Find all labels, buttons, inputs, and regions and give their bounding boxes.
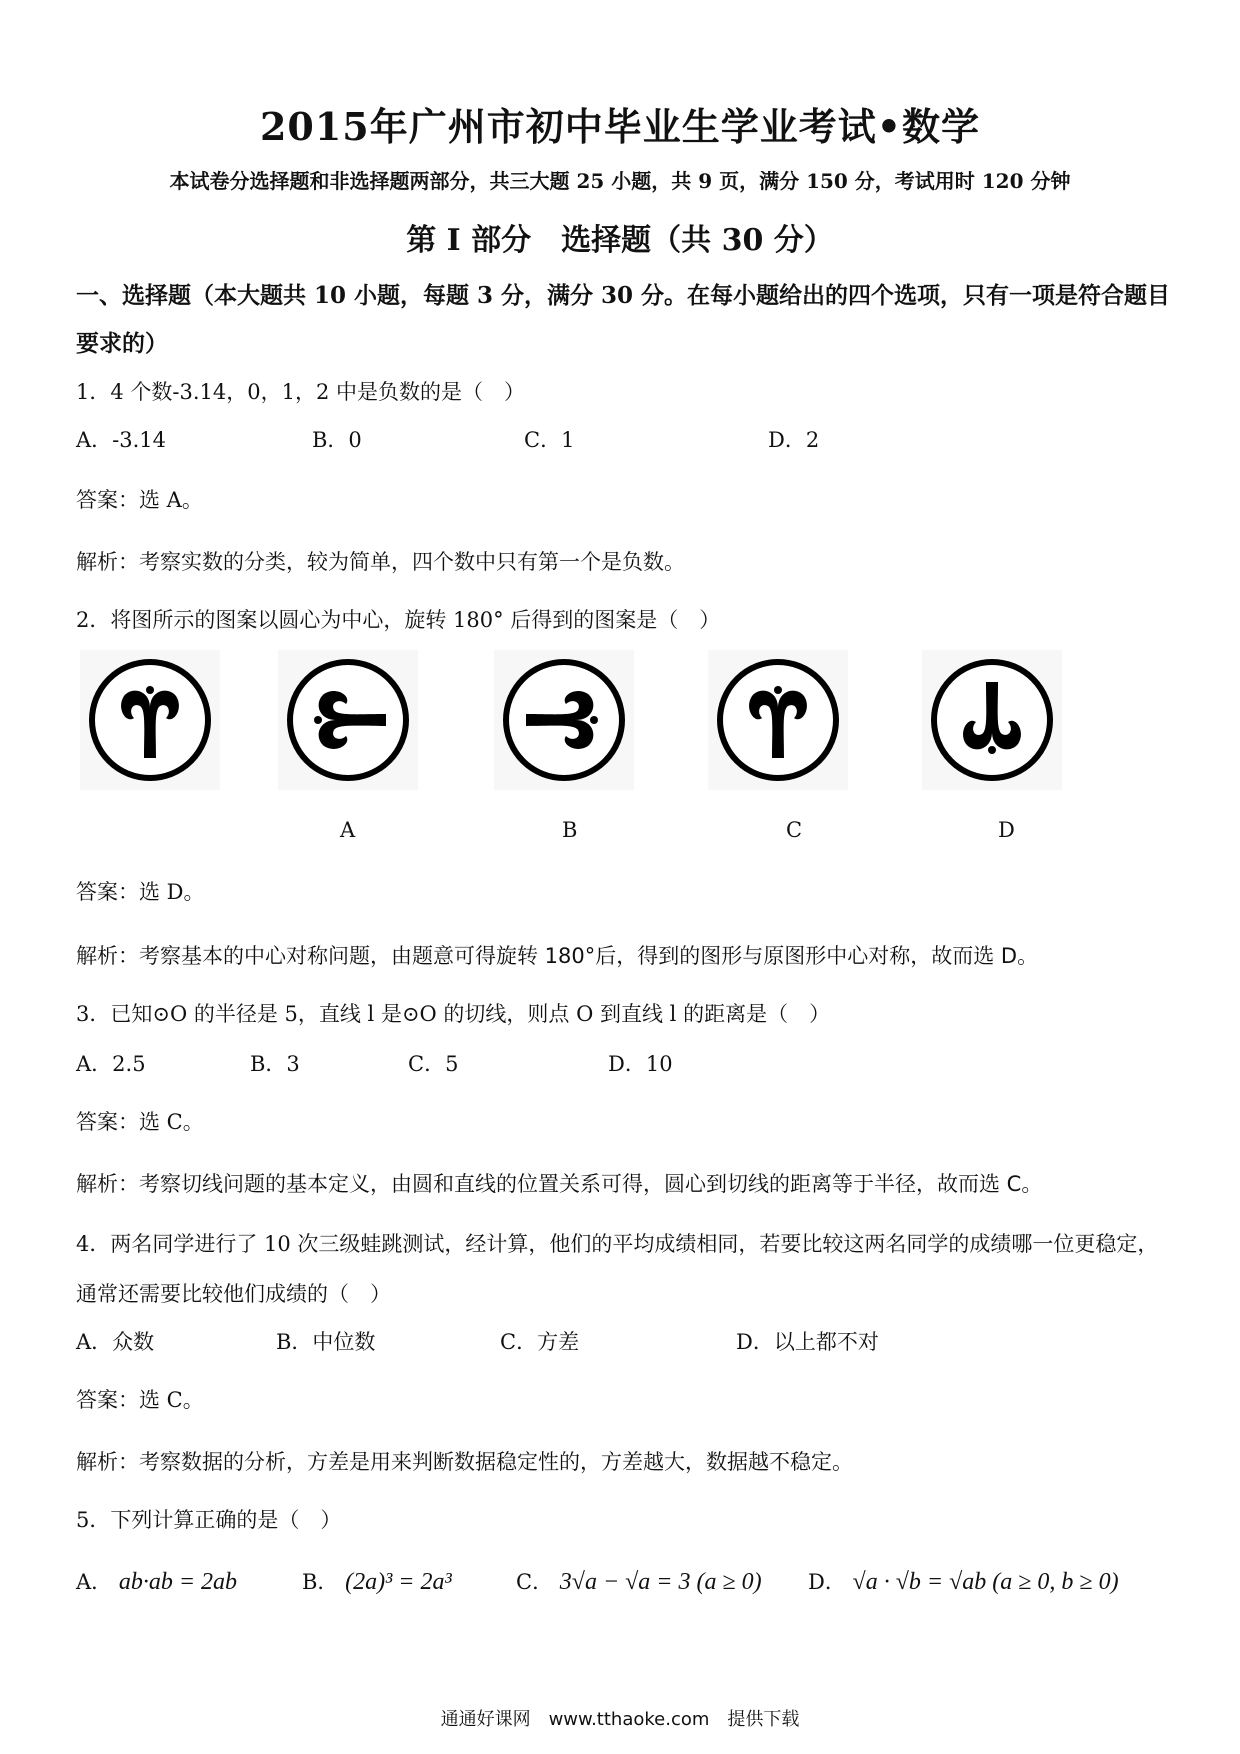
q5-option-a-formula: ab·ab = 2ab <box>118 1569 238 1595</box>
q2-explanation: 解析：考察基本的中心对称问题，由题意可得旋转 180°后，得到的图形与原图形中心对称，故而选 D。 <box>76 944 1039 968</box>
q4-answer: 答案：选 C。 <box>76 1388 204 1412</box>
q5-option-d-formula: √a · √b = √ab (a ≥ 0, b ≥ 0) <box>852 1569 1119 1595</box>
q4-option-b: B．中位数 <box>276 1330 376 1354</box>
question-4-stem-line2: 通常还需要比较他们成绩的（ ） <box>76 1282 391 1306</box>
q2-answer: 答案：选 D。 <box>76 880 205 904</box>
q1-option-c: C．1 <box>524 428 575 452</box>
original-figure <box>80 650 220 790</box>
question-1-stem: 1．4 个数-3.14，0，1，2 中是负数的是（ ） <box>76 380 526 404</box>
q1-option-d: D．2 <box>768 428 820 452</box>
q5-option-d <box>808 1566 1119 1596</box>
q5-option-d-letter: D． <box>808 1570 846 1594</box>
option-c-figure <box>708 650 848 790</box>
q5-option-c-letter: C． <box>516 1570 554 1594</box>
option-d-figure <box>922 650 1062 790</box>
figure-label-c: C <box>786 818 803 842</box>
exam-instructions: 本试卷分选择题和非选择题两部分，共三大题 25 小题，共 9 页，满分 150 分，考试用时 120 分钟 <box>169 169 1071 193</box>
q3-explanation: 解析：考察切线问题的基本定义，由圆和直线的位置关系可得，圆心到切线的距离等于半径，故而选 C。 <box>76 1172 1043 1196</box>
q1-explanation: 解析：考察实数的分类，较为简单，四个数中只有第一个是负数。 <box>76 550 685 574</box>
q1-option-b: B．0 <box>312 428 362 452</box>
part-heading: 第 I 部分 选择题（共 30 分） <box>406 223 834 258</box>
option-b-figure <box>494 650 634 790</box>
section-heading: 一、选择题（本大题共 10 小题，每题 3 分，满分 30 分。在每小题给出的四个选项，只有一项是符合题目要求的） <box>76 282 1171 357</box>
q5-option-b-formula: (2a)³ = 2a³ <box>345 1569 452 1595</box>
q5-option-a-letter: A． <box>76 1570 113 1594</box>
page-title: 2015年广州市初中毕业生学业考试•数学 <box>259 104 981 149</box>
q3-option-b: B．3 <box>250 1052 300 1076</box>
footer-source: 通通好课网 www.tthaoke.com 提供下载 <box>440 1709 800 1730</box>
figure-label-b: B <box>562 818 578 842</box>
q4-option-d: D．以上都不对 <box>736 1330 879 1354</box>
q3-answer: 答案：选 C。 <box>76 1110 204 1134</box>
q3-option-c: C．5 <box>408 1052 459 1076</box>
question-4-stem-line1: 4．两名同学进行了 10 次三级蛙跳测试，经计算，他们的平均成绩相同，若要比较这两名同学的成绩哪一位更稳定， <box>76 1232 1159 1256</box>
q4-option-a: A．众数 <box>76 1330 155 1354</box>
q5-option-c <box>516 1566 762 1596</box>
q4-explanation: 解析：考察数据的分析，方差是用来判断数据稳定性的，方差越大，数据越不稳定。 <box>76 1450 853 1474</box>
question-3-stem: 3．已知⊙O 的半径是 5，直线 l 是⊙O 的切线，则点 O 到直线 l 的距离是（ ） <box>76 1002 831 1026</box>
question-5-stem: 5．下列计算正确的是（ ） <box>76 1508 342 1532</box>
option-a-figure <box>278 650 418 790</box>
q4-option-c: C．方差 <box>500 1330 580 1354</box>
q5-option-b-letter: B． <box>302 1570 339 1594</box>
question-2-stem: 2．将图所示的图案以圆心为中心，旋转 180° 后得到的图案是（ ） <box>76 608 721 632</box>
q5-option-b <box>302 1566 452 1596</box>
q1-option-a: A．-3.14 <box>76 428 167 452</box>
q5-option-c-formula: 3√a − √a = 3 (a ≥ 0) <box>559 1569 762 1595</box>
q1-answer: 答案：选 A。 <box>76 488 203 512</box>
q5-option-a <box>76 1566 237 1596</box>
q3-option-a: A．2.5 <box>76 1052 146 1076</box>
q3-option-d: D．10 <box>608 1052 673 1076</box>
figure-label-d: D <box>998 818 1015 842</box>
figure-label-a: A <box>340 818 356 842</box>
